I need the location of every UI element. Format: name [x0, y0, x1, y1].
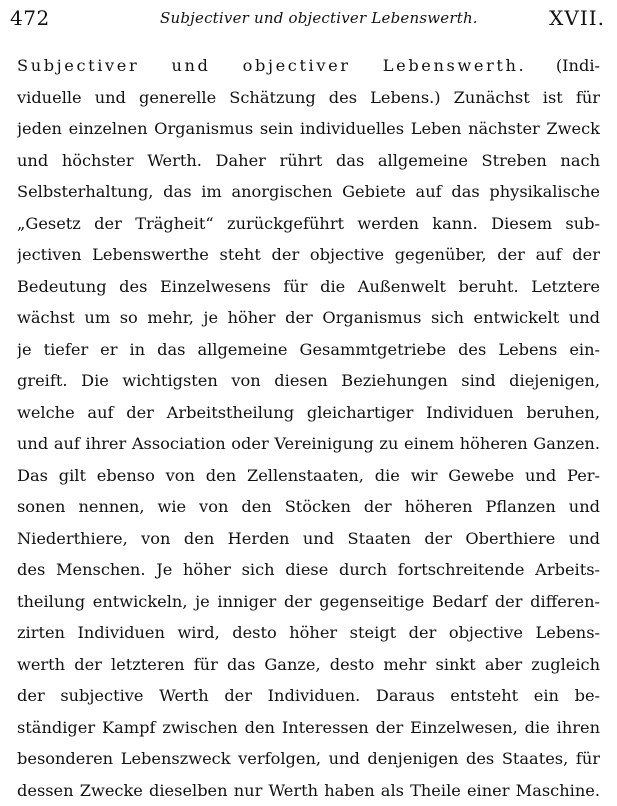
body-paragraph — [17, 50, 600, 806]
text-line: welche auf der Arbeitstheilung gleichartiger Individuen beruhen, — [17, 397, 600, 429]
section-heading: Subjectiver und objectiver Lebenswerth. — [17, 56, 526, 75]
text-line: und auf ihrer Association oder Vereinigung zu einem höheren Ganzen. — [17, 428, 600, 460]
text-line: ständiger Kampf zwischen den Interessen der Einzelwesen, die ihren — [17, 712, 600, 744]
text-line: Niederthiere, von den Herden und Staaten der Oberthiere und — [17, 523, 600, 555]
running-head — [10, 4, 605, 34]
text-line: werth der letzteren für das Ganze, desto mehr sinkt aber zugleich — [17, 649, 600, 681]
text-line: greift. Die wichtigsten von diesen Beziehungen sind diejenigen, — [17, 365, 600, 397]
text-line: Bedeutung des Einzelwesens für die Außenwelt beruht. Letztere — [17, 271, 600, 303]
text-line — [17, 50, 600, 82]
text-line: sonen nennen, wie von den Stöcken der höheren Pflanzen und — [17, 491, 600, 523]
text-line: Das gilt ebenso von den Zellenstaaten, die wir Gewebe und Per- — [17, 460, 600, 492]
page-number: 472 — [10, 6, 50, 30]
text-line: dessen Zwecke dieselben nur Werth haben als Theile einer Maschine. — [17, 775, 600, 806]
text-line: wächst um so mehr, je höher der Organismus sich entwickelt und — [17, 302, 600, 334]
chapter-number: XVII. — [549, 6, 605, 30]
text-line: viduelle und generelle Schätzung des Lebens.) Zunächst ist für — [17, 82, 600, 114]
text-line-fragment: (Indi- — [526, 56, 600, 75]
text-line: je tiefer er in das allgemeine Gesammtgetriebe des Lebens ein- — [17, 334, 600, 366]
text-line: zirten Individuen wird, desto höher steigt der objective Lebens- — [17, 617, 600, 649]
text-line: jeden einzelnen Organismus sein individuelles Leben nächster Zweck — [17, 113, 600, 145]
text-line: des Menschen. Je höher sich diese durch fortschreitende Arbeits- — [17, 554, 600, 586]
text-line: Selbsterhaltung, das im anorgischen Gebiete auf das physikalische — [17, 176, 600, 208]
text-line: der subjective Werth der Individuen. Daraus entsteht ein be- — [17, 680, 600, 712]
text-line: und höchster Werth. Daher rührt das allgemeine Streben nach — [17, 145, 600, 177]
running-title: Subjectiver und objectiver Lebenswerth. — [160, 9, 478, 27]
text-line: jectiven Lebenswerthe steht der objective gegenüber, der auf der — [17, 239, 600, 271]
text-line: „Gesetz der Trägheit“ zurückgeführt werden kann. Diesem sub- — [17, 208, 600, 240]
text-line: theilung entwickeln, je inniger der gegenseitige Bedarf der differen- — [17, 586, 600, 618]
text-line: besonderen Lebenszweck verfolgen, und denjenigen des Staates, für — [17, 743, 600, 775]
